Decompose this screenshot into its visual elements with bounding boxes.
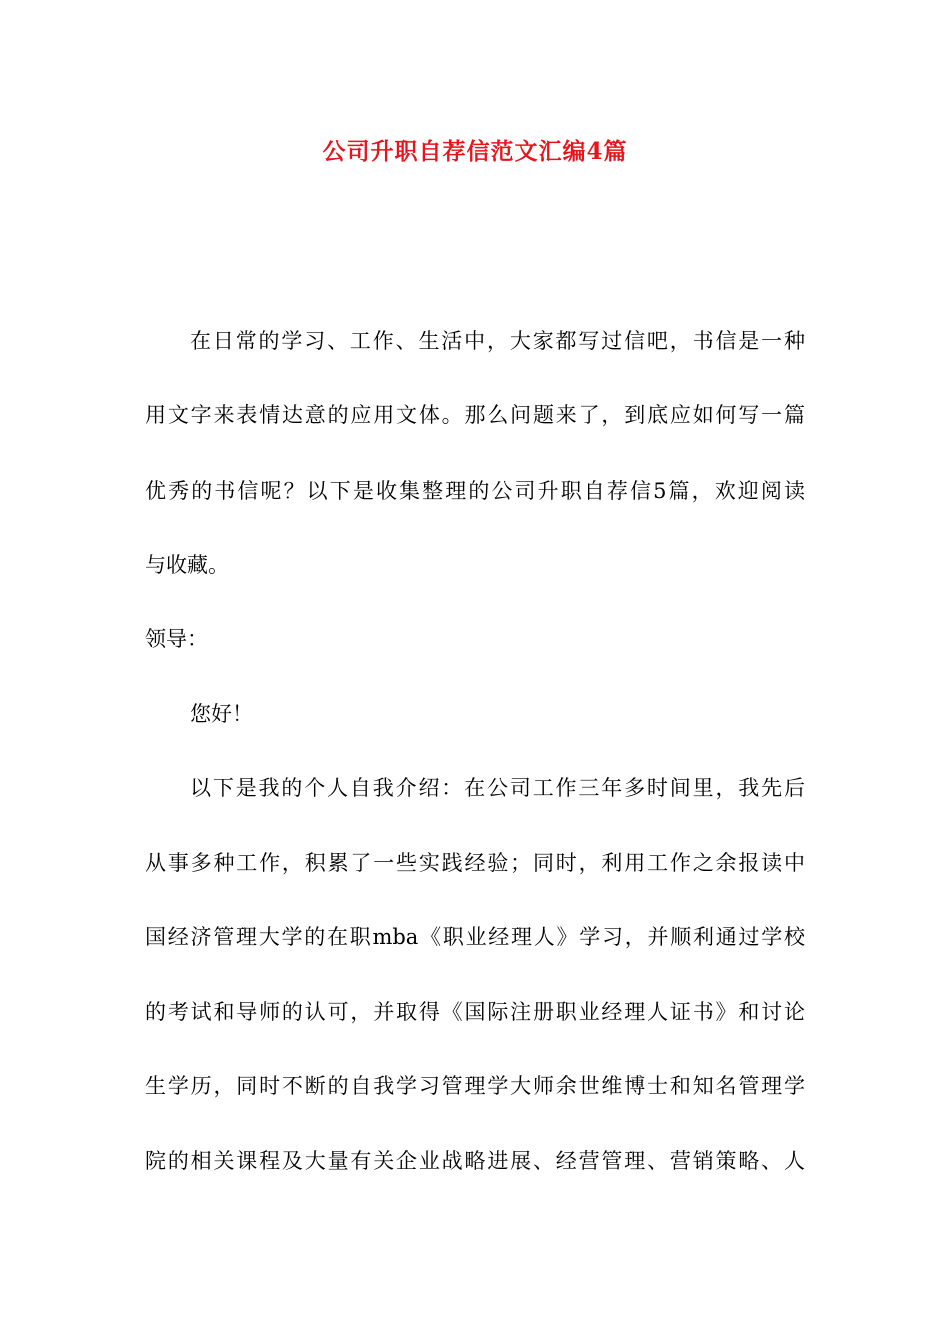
document-title: 公司升职自荐信范文汇编4篇 xyxy=(322,138,628,165)
paragraph-line-9: 生学历，同时不断的自我学习管理学大师余世维博士和知名管理学 xyxy=(145,1074,805,1098)
salutation: 领导： xyxy=(145,627,208,651)
paragraph-line-3: 优秀的书信呢？以下是收集整理的公司升职自荐信5篇，欢迎阅读 xyxy=(145,479,805,503)
paragraph-line-7: 国经济管理大学的在职mba《职业经理人》学习，并顺利通过学校 xyxy=(145,925,805,949)
paragraph-line-6: 从事多种工作，积累了一些实践经验；同时，利用工作之余报读中 xyxy=(145,851,805,875)
paragraph-line-2: 用文字来表情达意的应用文体。那么问题来了，到底应如何写一篇 xyxy=(145,403,805,427)
paragraph-line-4: 与收藏。 xyxy=(145,553,229,577)
paragraph-line-5: 以下是我的个人自我介绍：在公司工作三年多时间里，我先后 xyxy=(190,776,805,800)
paragraph-line-10: 院的相关课程及大量有关企业战略进展、经营管理、营销策略、人 xyxy=(145,1149,805,1173)
paragraph-line-1: 在日常的学习、工作、生活中，大家都写过信吧，书信是一种 xyxy=(190,329,805,353)
greeting: 您好！ xyxy=(190,702,253,726)
paragraph-line-8: 的考试和导师的认可，并取得《国际注册职业经理人证书》和讨论 xyxy=(145,1000,805,1024)
